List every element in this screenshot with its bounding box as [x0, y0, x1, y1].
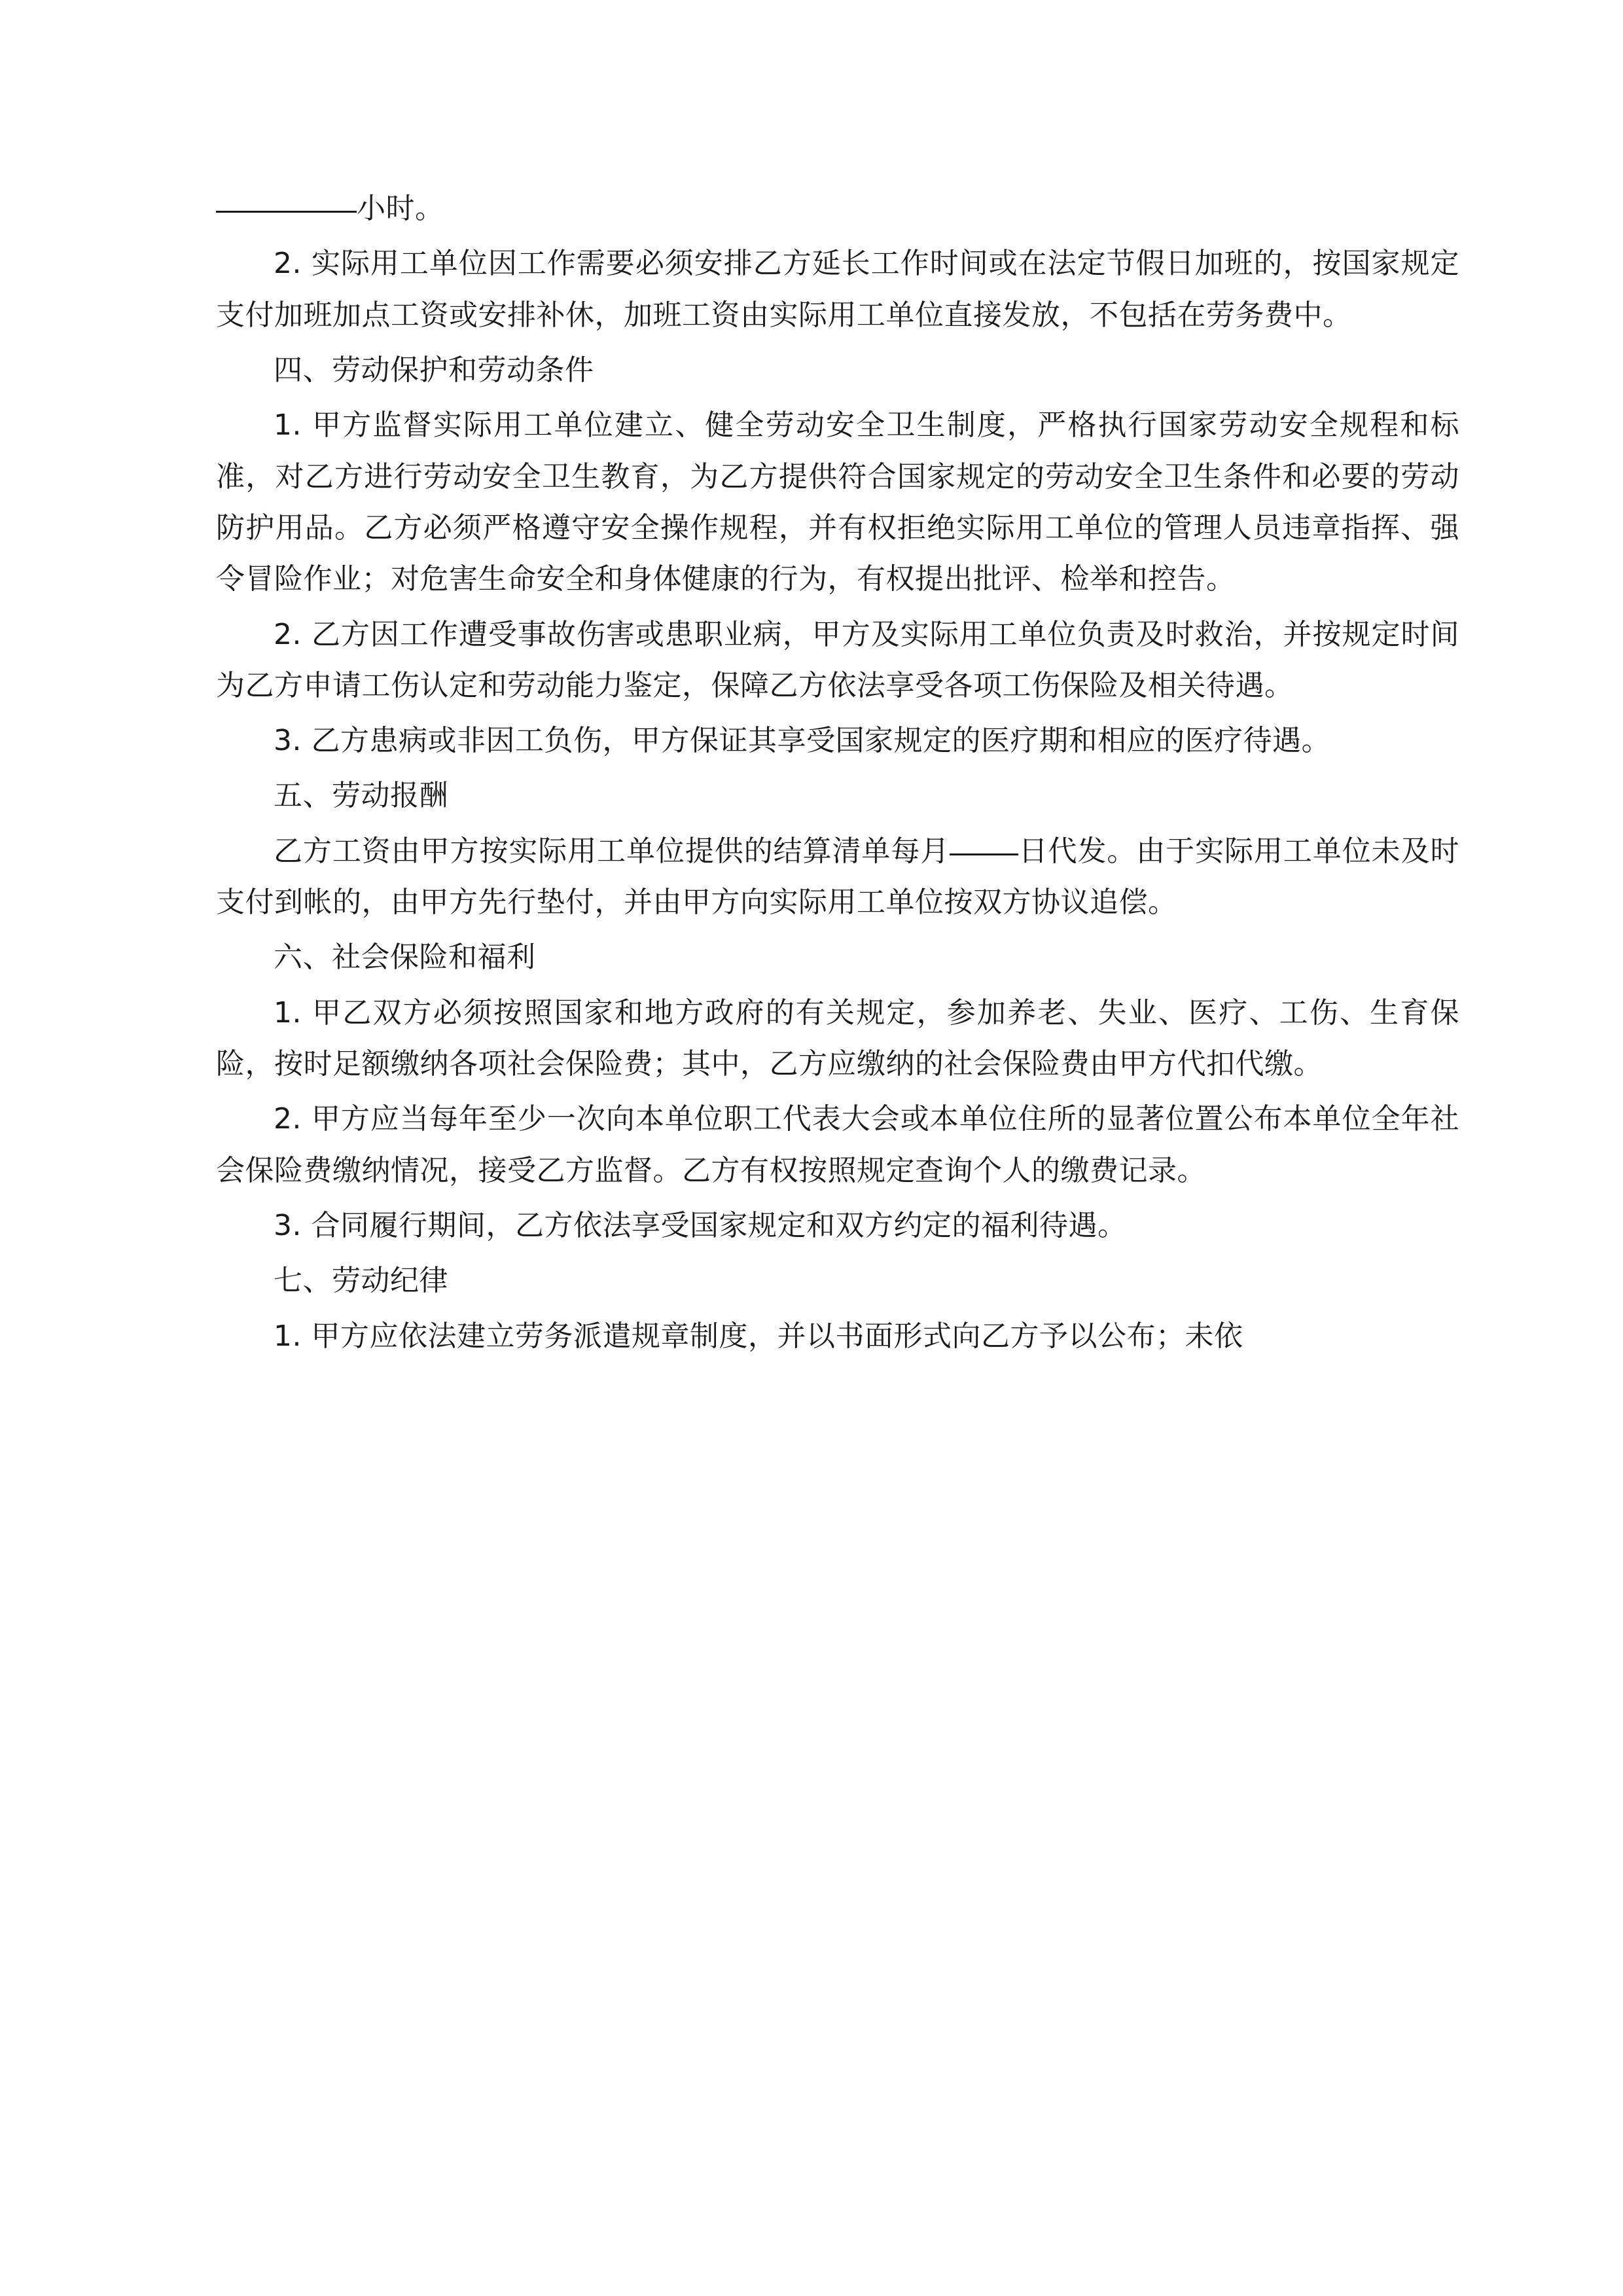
- heading-text: 四、劳动保护和劳动条件: [274, 353, 594, 387]
- paragraph-text: 小时。: [357, 192, 444, 225]
- fill-in-blank-payday[interactable]: [950, 853, 1018, 855]
- heading-section-six: [216, 932, 1459, 983]
- paragraph-discipline-clause-1: [216, 1311, 1459, 1362]
- paragraph-hours-blank-line: [216, 183, 1459, 234]
- paragraph-insurance-clause-1: [216, 988, 1459, 1090]
- paragraph-text: 2. 乙方因工作遭受事故伤害或患职业病，甲方及实际用工单位负责及时救治，并按规定时间为乙方申请工伤认定和劳动能力鉴定，保障乙方依法享受各项工伤保险及相关待遇。: [216, 617, 1459, 702]
- paragraph-text: 1. 甲乙双方必须按照国家和地方政府的有关规定，参加养老、失业、医疗、工伤、生育保险，按时足额缴纳各项社会保险费；其中，乙方应缴纳的社会保险费由甲方代扣代缴。: [216, 996, 1459, 1081]
- paragraph-insurance-clause-2: [216, 1094, 1459, 1196]
- paragraph-safety-clause-3: [216, 715, 1459, 766]
- heading-section-seven: [216, 1255, 1459, 1306]
- paragraph-text-before-blank: 乙方工资由甲方按实际用工单位提供的结算清单每月: [274, 834, 950, 868]
- paragraph-wage-clause: [216, 826, 1459, 929]
- paragraph-text: 3. 合同履行期间，乙方依法享受国家规定和双方约定的福利待遇。: [274, 1208, 1127, 1242]
- heading-text: 五、劳动报酬: [274, 779, 448, 813]
- document-body: [216, 183, 1459, 1362]
- paragraph-insurance-clause-3: [216, 1200, 1459, 1251]
- heading-section-four: [216, 345, 1459, 396]
- paragraph-safety-clause-2: [216, 609, 1459, 712]
- paragraph-text: 2. 甲方应当每年至少一次向本单位职工代表大会或本单位住所的显著位置公布本单位全年社会保险费缴纳情况，接受乙方监督。乙方有权按照规定查询个人的缴费记录。: [216, 1102, 1459, 1187]
- heading-text: 六、社会保险和福利: [274, 941, 536, 975]
- fill-in-blank-hours[interactable]: [216, 210, 357, 213]
- paragraph-text-after-blank: 日代发。由于实际用工单位未及时支付到帐的，由甲方先行垫付，并由甲方向实际用工单位按双方协议追偿。: [216, 834, 1460, 920]
- paragraph-overtime-clause: [216, 238, 1459, 341]
- paragraph-text: 2. 实际用工单位因工作需要必须安排乙方延长工作时间或在法定节假日加班的，按国家规定支付加班加点工资或安排补休，加班工资由实际用工单位直接发放，不包括在劳务费中。: [216, 247, 1459, 332]
- paragraph-text: 1. 甲方监督实际用工单位建立、健全劳动安全卫生制度，严格执行国家劳动安全规程和标准，对乙方进行劳动安全卫生教育，为乙方提供符合国家规定的劳动安全卫生条件和必要的劳动防护用品。乙方必须严格遵守安全操作规程，并有权拒绝实际用工单位的管理人员违章指挥、强令冒险作业；对危害生命安全和身体健康的行为，有权提出批评、检举和控告。: [216, 408, 1459, 596]
- paragraph-safety-clause-1: [216, 400, 1459, 605]
- heading-section-five: [216, 770, 1459, 821]
- paragraph-text: 1. 甲方应依法建立劳务派遣规章制度，并以书面形式向乙方予以公布；未依: [274, 1319, 1243, 1353]
- heading-text: 七、劳动纪律: [274, 1264, 448, 1298]
- paragraph-text: 3. 乙方患病或非因工负伤，甲方保证其享受国家规定的医疗期和相应的医疗待遇。: [274, 724, 1330, 758]
